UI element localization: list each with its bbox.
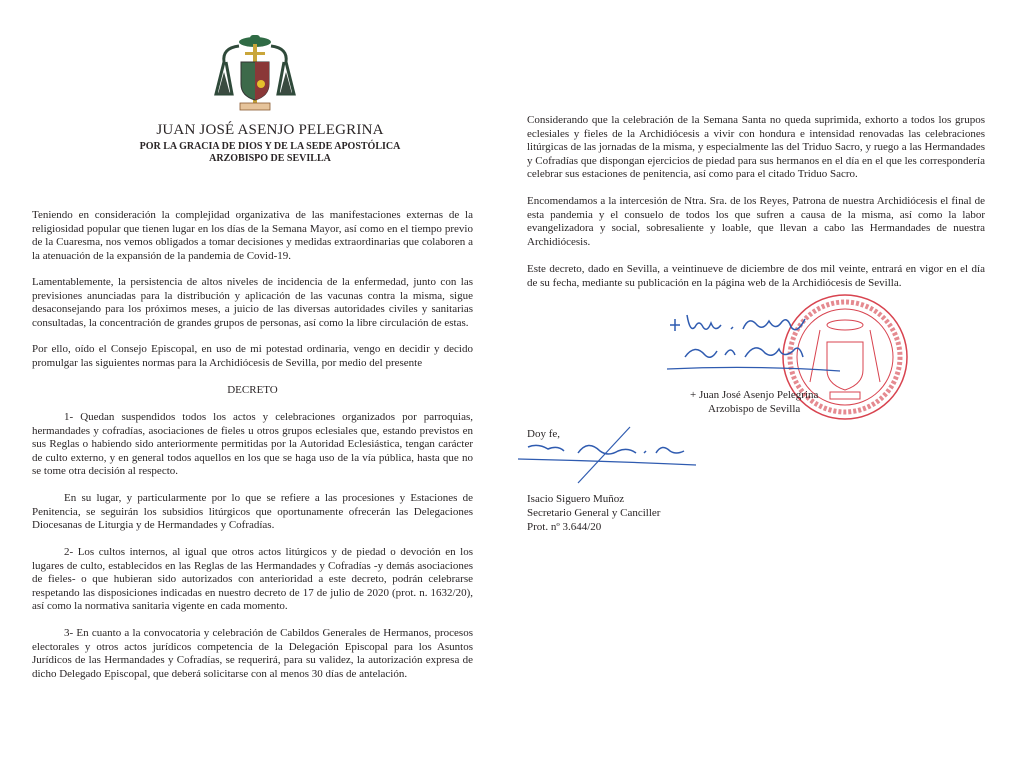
coat-of-arms-icon	[212, 32, 298, 112]
decree-item-1: 1- Quedan suspendidos todos los actos y celebraciones organizados por parroquias, hermandades y cofradías, asociaciones de fieles u otros grupos eclesiales que, estando previstos en sus Reglas o habiendo sido anteriormente permitidas por la Autoridad Eclesiástica, tengan carácter de culto externo, y en general todos aquellos en los que se haga uso de la vía pública, hasta que no se tome otra decisión al respecto.	[32, 411, 473, 478]
decree-heading: DECRETO	[227, 384, 278, 396]
paragraph-considerando: Considerando que la celebración de la Semana Santa no queda suprimida, exhorto a todos los grupos eclesiales y fieles de la Archidiócesis a vivir con hondura e intensidad renovadas las celebraciones litúrgicas de las jornadas de la misma, y especialmente las del Triduo Sacro, y ruego a las Hermandades y Cofradías que dispongan ejercicios de piedad para sus hermanos en el día en el que les correspondería celebrar sus estaciones de penitencia, así como para el citado Triduo Sacro.	[527, 114, 985, 181]
secretary-title: Secretario General y Canciller	[527, 507, 661, 519]
doy-fe-label: Doy fe,	[527, 428, 560, 440]
paragraph-por-ello: Por ello, oído el Consejo Episcopal, en uso de mi potestad ordinaria, vengo en decidir y decido promulgar las siguientes normas para la Archidiócesis de Sevilla, por medio del presente	[32, 343, 473, 369]
secretary-handwritten-signature	[518, 425, 698, 495]
secretary-name: Isacio Siguero Muñoz	[527, 493, 625, 505]
letterhead-name: JUAN JOSÉ ASENJO PELEGRINA	[156, 122, 384, 138]
letterhead-line2: ARZOBISPO DE SEVILLA	[209, 153, 331, 164]
paragraph-lamentablemente: Lamentablemente, la persistencia de altos niveles de incidencia de la enfermedad, junto con las previsiones anunciadas para la distribución y aplicación de las vacunas contra la misma, sigue desaconsejando para los próximos meses, a juicio de las diversas autoridades civiles y sanitarias consultadas, la concentración de grandes grupos de personas, así como la libre circulación de estas.	[32, 276, 473, 329]
paragraph-intro: Teniendo en consideración la complejidad organizativa de las manifestaciones externas de la religiosidad popular que tienen lugar en los días de la Semana Mayor, así como en el tiempo previo de la Cuaresma, nos vemos obligados a tomar decisiones y medidas extraordinarias que colaboren a la atenuación de la expansión de la pandemia de Covid-19.	[32, 209, 473, 262]
decree-item-3: 3- En cuanto a la convocatoria y celebración de Cabildos Generales de Hermanos, procesos electorales y otros actos jurídicos competencia de la Delegación Episcopal para los Asuntos Jurídicos de las Hermandades y Cofradías, se requerirá, para su validez, la autorización expresa de dicho Delegado Episcopal, que deberá solicitarse con al menos 30 días de antelación.	[32, 627, 473, 680]
protocol-number: Prot. nº 3.644/20	[527, 521, 602, 533]
decree-item-2: 2- Los cultos internos, al igual que otros actos litúrgicos y de piedad o devoción en los lugares de culto, establecidos en las Reglas de las Hermandades y Cofradías -y demás asociaciones de fieles- o que hubieran sido autorizados con anterioridad a este decreto, podrán celebrarse respetando las disposiciones indicadas en nuestro decreto de 17 de julio de 2020 (prot. n. 1632/20), así como la normativa sanitaria vigente en cada momento.	[32, 546, 473, 613]
paragraph-este-decreto: Este decreto, dado en Sevilla, a veintinueve de diciembre de dos mil veinte, entrará en vigor en el día de su fecha, mediante su publicación en la página web de la Archidiócesis de Sevilla.	[527, 263, 985, 289]
signer-title: Arzobispo de Sevilla	[708, 403, 801, 415]
decree-item-1b: En su lugar, y particularmente por lo que se refiere a las procesiones y Estaciones de Penitencia, se seguirán los subsidios litúrgicos que oportunamente ofrecerán las Delegaciones Diocesanas de Liturgia y de Hermandades y Cofradías.	[32, 492, 473, 532]
paragraph-encomendamos: Encomendamos a la intercesión de Ntra. Sra. de los Reyes, Patrona de nuestra Archidiócesis el final de esta pandemia y el consuelo de todos los que sufren a causa de la misma, así como la labor evangelizadora y social, sobresaliente y loable, que llevan a cabo las Hermandades de nuestra Archidiócesis.	[527, 195, 985, 248]
archbishop-handwritten-signature	[665, 305, 845, 380]
signer-name: + Juan José Asenjo Pelegrina	[690, 389, 819, 401]
letterhead-line1: POR LA GRACIA DE DIOS Y DE LA SEDE APOSTÓLICA	[139, 141, 401, 152]
